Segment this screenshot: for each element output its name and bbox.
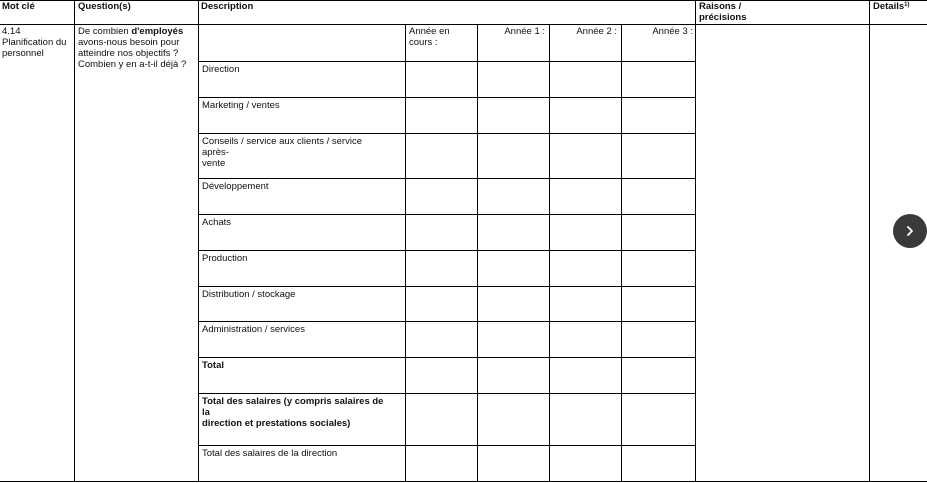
col-divider-7 [695,0,696,482]
rule-top [0,0,927,1]
header-details-footnote: 1) [904,2,910,8]
header-raisons: Raisons / précisions [699,1,747,23]
col-divider-6 [621,24,622,482]
item-marketing: Marketing / ventes [202,100,280,111]
question-pre: De combien [78,26,132,37]
keyword-label: Planification du personnel [2,37,67,59]
item-production: Production [202,253,248,264]
question-bold: d'employés [131,26,184,37]
item-distribution: Distribution / stockage [202,289,296,300]
item-direction: Direction [202,64,240,75]
next-page-button[interactable] [893,214,927,248]
header-details-label: Details [873,1,905,12]
header-mot-cle: Mot clé [2,1,35,12]
question-text [78,26,186,70]
question-post: avons-nous besoin pour atteindre nos objectifs ? Combien y en a-t-il déjà ? [78,37,187,70]
item-developpement: Développement [202,181,269,192]
col-divider-3 [405,24,406,482]
item-total-salaires-direction: Total des salaires de la direction [202,448,338,459]
header-description: Description [201,1,254,12]
header-details [873,1,910,12]
year-col-2: Année 2 : [576,26,617,37]
col-divider-2 [198,0,199,482]
col-divider-1 [74,0,75,482]
col-divider-5 [549,24,550,482]
item-administration: Administration / services [202,324,305,335]
header-questions: Question(s) [78,1,131,12]
keyword-number: 4.14 [2,26,21,37]
chevron-right-icon [904,225,916,237]
year-col-current: Année en cours : [409,26,450,48]
year-col-3: Année 3 : [652,26,693,37]
col-divider-4 [477,24,478,482]
col-divider-8 [869,0,870,482]
year-col-1: Année 1 : [504,26,545,37]
item-total: Total [202,360,224,371]
item-achats: Achats [202,217,232,228]
rule-header-bottom [0,24,927,25]
item-total-salaires: Total des salaires (y compris salaires de la direction et prestations sociales) [202,396,384,429]
rule-bottom [0,481,927,482]
item-conseils: Conseils / service aux clients / service après- vente [202,136,362,169]
